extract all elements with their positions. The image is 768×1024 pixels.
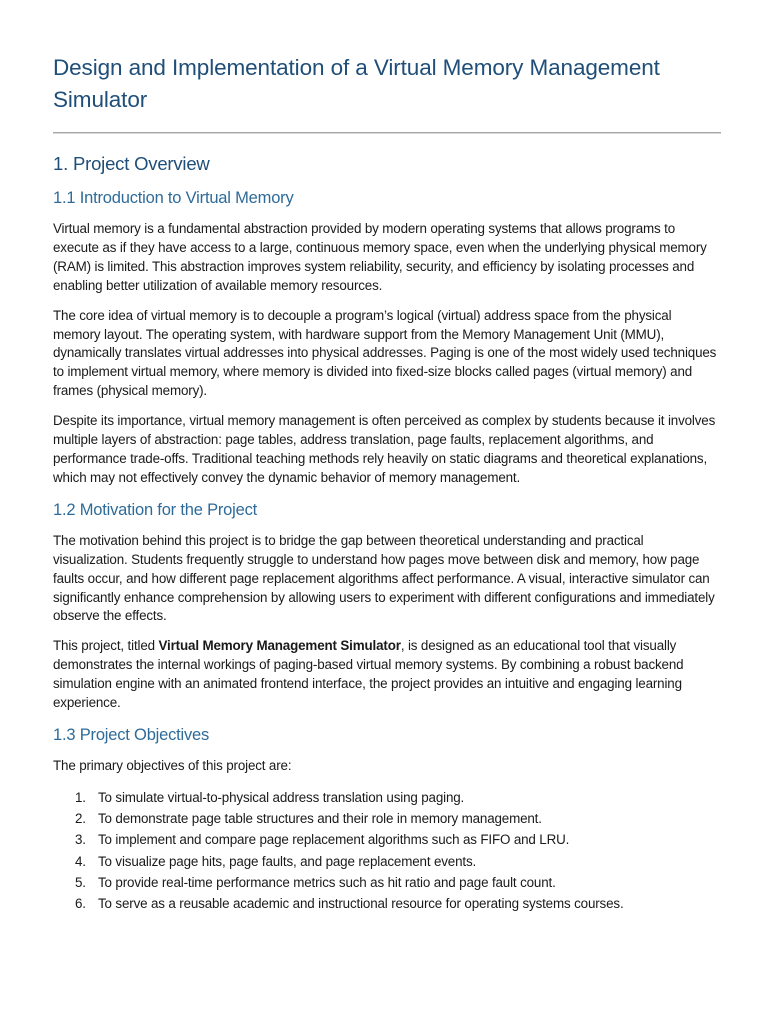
- section-heading-project-overview: 1. Project Overview: [53, 153, 210, 174]
- objectives-list: [53, 787, 721, 915]
- document-title: Design and Implementation of a Virtual Memory Management Simulator: [53, 55, 660, 112]
- list-item-number: 6.: [75, 896, 86, 912]
- list-item: [53, 893, 721, 914]
- paragraph-motivation-1: The motivation behind this project is to bridge the gap between theoretical understanding and practical visualization. Students frequently struggle to understand how pages move between disk and memory, how page faults occur, and how different page replacement algorithms affect performance. A visual, interactive simulator can significantly enhance comprehension by allowing users to experiment with different configurations and immediately observe the effects.: [53, 532, 715, 624]
- list-item: [53, 787, 721, 808]
- list-item-text: To serve as a reusable academic and instructional resource for operating systems courses.: [98, 896, 624, 912]
- paragraph-motivation-2-prefix: This project, titled: [53, 638, 159, 654]
- list-item-text: To implement and compare page replacement algorithms such as FIFO and LRU.: [98, 832, 570, 848]
- list-item-text: To simulate virtual-to-physical address translation using paging.: [98, 789, 465, 805]
- list-item: [53, 808, 721, 829]
- list-item-text: To provide real-time performance metrics such as hit ratio and page fault count.: [98, 875, 556, 891]
- paragraph-intro-2: The core idea of virtual memory is to decouple a program’s logical (virtual) address space from the physical memory layout. The operating system, with hardware support from the Memory Management Unit (MMU), dynamically translates virtual addresses into physical addresses. Paging is one of the most widely used techniques to implement virtual memory, where memory is divided into fixed-size blocks called pages (virtual memory) and frames (physical memory).: [53, 307, 717, 399]
- paragraph-intro-1: Virtual memory is a fundamental abstraction provided by modern operating systems that allows programs to execute as if they have access to a large, continuous memory space, even when the underlying physical memory (RAM) is limited. This abstraction improves system reliability, security, and efficiency by isolating processes and enabling better utilization of available memory resources.: [53, 221, 707, 293]
- list-item: [53, 829, 721, 850]
- list-item-number: 2.: [75, 811, 86, 827]
- title-divider: [53, 132, 721, 134]
- list-item-number: 5.: [75, 875, 86, 891]
- subsection-heading-objectives: 1.3 Project Objectives: [53, 725, 210, 744]
- simulator-name-bold: Virtual Memory Management Simulator: [158, 638, 401, 654]
- document-page: [53, 52, 721, 915]
- list-item-text: To demonstrate page table structures and their role in memory management.: [98, 811, 542, 827]
- list-item-number: 1.: [75, 789, 86, 805]
- paragraph-motivation-2: [53, 637, 721, 713]
- list-item: [53, 872, 721, 893]
- list-item-number: 3.: [75, 832, 86, 848]
- subsection-heading-motivation: 1.2 Motivation for the Project: [53, 500, 258, 519]
- list-item: [53, 851, 721, 872]
- paragraph-motivation-2-suffix: , is designed as an educational tool that visually demonstrates the internal workings of paging-based virtual memory systems. By combining a robust backend simulation engine with an animated frontend interface, the project provides an intuitive and engaging learning experience.: [53, 638, 684, 711]
- subsection-heading-introduction: 1.1 Introduction to Virtual Memory: [53, 189, 294, 207]
- list-item-text: To visualize page hits, page faults, and page replacement events.: [98, 853, 477, 869]
- paragraph-intro-3: Despite its importance, virtual memory management is often perceived as complex by students because it involves multiple layers of abstraction: page tables, address translation, page faults, replacement algorithms, and performance trade-offs. Traditional teaching methods rely heavily on static diagrams and theoretical explanations, which may not effectively convey the dynamic behavior of memory management.: [53, 413, 716, 485]
- objectives-intro: The primary objectives of this project are:: [53, 757, 292, 773]
- list-item-number: 4.: [75, 853, 86, 869]
